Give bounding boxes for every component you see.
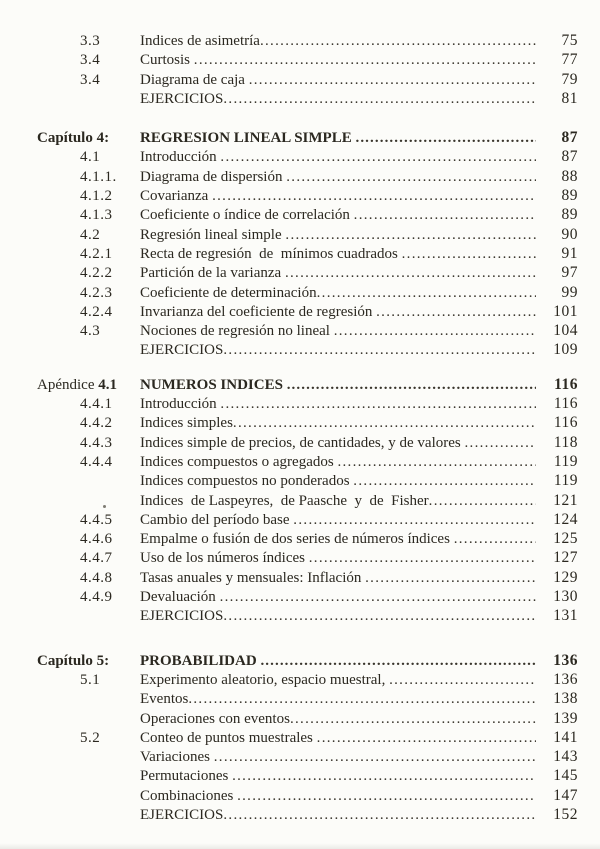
toc-heading-row — [0, 375, 600, 394]
dot-leader — [214, 748, 536, 767]
dot-leader — [285, 264, 536, 283]
toc-label-column — [0, 569, 140, 588]
toc-entry-row — [0, 529, 600, 548]
toc-label-column — [0, 395, 140, 414]
toc-entry-title: Experimento aleatorio, espacio muestral, — [140, 671, 390, 688]
toc-entry-title: Conteo de puntos muestrales — [140, 729, 317, 746]
section-number: 4.4.7 — [80, 550, 113, 567]
dot-leader — [317, 284, 536, 303]
dot-leader — [285, 226, 536, 245]
toc-entry-row — [0, 606, 600, 625]
toc-entry-row — [0, 568, 600, 587]
section-number: 5.1 — [80, 671, 101, 688]
toc-entry-title: Empalme o fusión de dos series de números índices — [140, 531, 454, 548]
toc-entry-row — [0, 587, 600, 606]
toc-entry-title: Combinaciones — [140, 787, 238, 804]
toc-entry-body — [140, 206, 536, 225]
page-number: 87 — [561, 129, 578, 147]
toc-entry-body — [140, 748, 536, 767]
toc-entry-row — [0, 89, 600, 108]
toc-entry-body — [140, 434, 536, 453]
toc-entry-row — [0, 491, 600, 510]
dot-leader — [376, 303, 536, 322]
toc-entry-title: Partición de la varianza — [140, 265, 285, 282]
dot-leader — [309, 549, 536, 568]
toc-entry-body — [140, 303, 536, 322]
chapter-label-number: Capítulo 4: — [37, 130, 110, 147]
toc-entry-body — [140, 376, 536, 395]
page-number: 147 — [553, 786, 578, 804]
toc-group — [0, 31, 600, 108]
toc-entry-row — [0, 471, 600, 490]
toc-entry-body — [140, 284, 536, 303]
section-number: 4.1.2 — [80, 188, 113, 205]
toc-entry-row — [0, 728, 600, 747]
toc-entry-row — [0, 394, 600, 413]
chapter-label-prefix: Apéndice — [37, 376, 99, 393]
toc-entry-title: Tasas anuales y mensuales: Inflación — [140, 569, 366, 586]
toc-entry-title: Indices compuestos no ponderados — [140, 473, 354, 490]
section-number: 4.4.9 — [80, 589, 113, 606]
toc-entry-title: Diagrama de caja — [140, 71, 249, 88]
toc-entry-body — [140, 395, 536, 414]
toc-entry-title: Uso de los números índices — [140, 550, 309, 567]
section-number: 4.4.1 — [80, 396, 113, 413]
section-number: 4.2.3 — [80, 284, 113, 301]
toc-entry-title: PROBABILIDAD — [140, 652, 261, 669]
section-number: 4.2.2 — [80, 265, 113, 282]
dot-leader — [454, 530, 536, 549]
toc-entry-row — [0, 50, 600, 69]
section-number: 4.2.1 — [80, 245, 113, 262]
toc-entry-body — [140, 569, 536, 588]
toc-label-column — [0, 414, 140, 433]
toc-entry-row — [0, 548, 600, 567]
toc-entry-body — [140, 588, 536, 607]
toc-entry-body — [140, 549, 536, 568]
toc-entry-title: Cambio del período base — [140, 511, 294, 528]
toc-label-column — [0, 671, 140, 690]
page-number: 109 — [553, 341, 578, 359]
toc-entry-body — [140, 51, 536, 70]
section-number: 3.3 — [80, 33, 101, 49]
toc-entry-title: Curtosis — [140, 52, 194, 69]
toc-entry-body — [140, 767, 536, 786]
dot-leader — [402, 245, 536, 264]
toc-entry-body — [140, 472, 536, 491]
toc-entry-title: Variaciones — [140, 749, 214, 766]
toc-label-column — [0, 511, 140, 530]
dot-leader — [233, 414, 536, 433]
toc-label-column — [0, 148, 140, 167]
toc-entry-body — [140, 511, 536, 530]
toc-label-column — [0, 129, 140, 148]
toc-entry-title: NUMEROS INDICES — [140, 376, 287, 393]
page-number: 143 — [553, 748, 578, 766]
toc-entry-body — [140, 32, 536, 51]
toc-label-column — [0, 168, 140, 187]
page-number: 88 — [561, 167, 578, 185]
toc-entry-row — [0, 670, 600, 689]
dot-leader — [337, 453, 536, 472]
page-number: 116 — [553, 414, 578, 432]
toc-entry-row — [0, 510, 600, 529]
section-number: 3.4 — [80, 52, 101, 69]
dot-leader — [354, 206, 536, 225]
dot-leader — [353, 472, 536, 491]
toc-entry-row — [0, 766, 600, 785]
dot-leader — [223, 341, 536, 360]
toc-label-column — [0, 284, 140, 303]
page-number: 91 — [561, 244, 578, 262]
dot-leader — [389, 671, 536, 690]
toc-label-column — [0, 376, 140, 395]
dot-leader — [220, 395, 536, 414]
section-number: 4.2.4 — [80, 303, 113, 320]
toc-entry-body — [140, 148, 536, 167]
toc-entry-title: Regresión lineal simple — [140, 226, 286, 243]
toc-entry-body — [140, 187, 536, 206]
toc-entry-row — [0, 225, 600, 244]
toc-entry-row — [0, 433, 600, 452]
page-number: 136 — [553, 670, 578, 688]
toc-label-column — [0, 322, 140, 341]
toc-entry-body — [140, 690, 536, 709]
toc-entry-row — [0, 205, 600, 224]
page-number: 124 — [553, 510, 578, 528]
toc-entry-row — [0, 283, 600, 302]
toc-label-column — [0, 652, 140, 671]
section-number: 4.4.8 — [80, 569, 113, 586]
dot-leader — [223, 607, 536, 626]
toc-entry-body — [140, 530, 536, 549]
page-number: 104 — [553, 322, 578, 340]
section-number: 4.4.5 — [80, 511, 113, 528]
section-number: 4.1.1. — [80, 168, 117, 185]
toc-entry-title: Devaluación — [140, 589, 220, 606]
toc — [0, 31, 600, 844]
toc-entry-body — [140, 414, 536, 433]
dot-leader — [286, 168, 536, 187]
toc-label-column — [0, 588, 140, 607]
toc-group — [0, 375, 600, 626]
page-number: 116 — [553, 395, 578, 413]
page-number: 77 — [561, 51, 578, 69]
page-number: 97 — [561, 264, 578, 282]
toc-entry-body — [140, 492, 536, 511]
dot-leader — [334, 322, 536, 341]
toc-entry-row — [0, 244, 600, 263]
toc-entry-row — [0, 321, 600, 340]
toc-entry-body — [140, 226, 536, 245]
toc-entry-title: Indices de Laspeyres, de Paasche y de Fisher — [140, 492, 429, 509]
toc-label-column — [0, 729, 140, 748]
toc-entry-row — [0, 302, 600, 321]
toc-label-column — [0, 226, 140, 245]
dot-leader — [260, 652, 536, 671]
dot-leader — [355, 129, 536, 148]
dot-leader — [237, 787, 536, 806]
toc-entry-row — [0, 186, 600, 205]
toc-label-column — [0, 71, 140, 90]
toc-label-column — [0, 303, 140, 322]
toc-label-column — [0, 32, 140, 51]
toc-entry-title: Operaciones con eventos — [140, 710, 290, 727]
dot-leader — [464, 434, 536, 453]
toc-entry-body — [140, 168, 536, 187]
toc-entry-title: Indices compuestos o agregados — [140, 453, 338, 470]
dot-leader — [232, 767, 536, 786]
toc-entry-title: EJERCICIOS — [140, 342, 224, 359]
dot-leader — [287, 376, 536, 395]
toc-entry-row — [0, 786, 600, 805]
toc-label-column — [0, 206, 140, 225]
page-number: 99 — [561, 283, 578, 301]
dot-leader — [365, 569, 536, 588]
chapter-label — [0, 376, 117, 395]
toc-entry-title: REGRESION LINEAL SIMPLE — [140, 130, 356, 147]
chapter-label-number: 4.1 — [98, 376, 117, 393]
page-number: 152 — [553, 805, 578, 823]
toc-label-column — [0, 51, 140, 70]
toc-entry-body — [140, 607, 536, 626]
page-number: 139 — [553, 709, 578, 727]
toc-entry-title: Indices simple de precios, de cantidades, y de valores — [140, 434, 465, 451]
toc-label-column — [0, 549, 140, 568]
page-number: 129 — [553, 568, 578, 586]
toc-entry-body — [140, 90, 536, 109]
toc-entry-body — [140, 245, 536, 264]
toc-label-column — [0, 530, 140, 549]
toc-entry-row — [0, 70, 600, 89]
toc-label-column — [0, 187, 140, 206]
page-number: 89 — [561, 206, 578, 224]
toc-label-column — [0, 434, 140, 453]
toc-entry-title: Coeficiente de determinación — [140, 284, 317, 301]
toc-entry-row — [0, 147, 600, 166]
toc-entry-row — [0, 689, 600, 708]
toc-entry-title: Diagrama de dispersión — [140, 168, 287, 185]
page-number: 138 — [553, 690, 578, 708]
chapter-label — [0, 652, 109, 671]
toc-entry-body — [140, 710, 536, 729]
section-number: 3.4 — [80, 71, 101, 88]
section-number: 4.1 — [80, 149, 101, 166]
chapter-label — [0, 129, 109, 148]
toc-entry-row — [0, 747, 600, 766]
toc-entry-body — [140, 322, 536, 341]
toc-heading-row — [0, 651, 600, 670]
toc-entry-body — [140, 806, 536, 825]
section-number: 5.2 — [80, 729, 101, 746]
chapter-label-number: Capítulo 5: — [37, 652, 110, 669]
toc-entry-title: Coeficiente o índice de correlación — [140, 207, 354, 224]
section-number: 4.4.6 — [80, 531, 113, 548]
page-number: 127 — [553, 549, 578, 567]
toc-entry-row — [0, 413, 600, 432]
section-number: 4.4.3 — [80, 434, 113, 451]
toc-entry-row — [0, 709, 600, 728]
dot-leader — [290, 710, 536, 729]
page-number: 75 — [561, 32, 578, 49]
toc-entry-title: Nociones de regresión no lineal — [140, 323, 334, 340]
page-number: 101 — [553, 302, 578, 320]
toc-entry-title: Recta de regresión de mínimos cuadrados — [140, 245, 402, 262]
page-number: 119 — [553, 472, 578, 490]
scan-speck — [103, 505, 106, 508]
page-number: 118 — [553, 433, 578, 451]
dot-leader — [249, 71, 536, 90]
toc-entry-title: Indices simples — [140, 415, 233, 432]
section-number: 4.2 — [80, 226, 101, 243]
toc-entry-row — [0, 167, 600, 186]
toc-entry-title: Indices de asimetría — [140, 33, 260, 49]
dot-leader — [194, 51, 536, 70]
dot-leader — [223, 806, 536, 825]
page-number: 130 — [553, 588, 578, 606]
toc-entry-title: Introducción — [140, 149, 221, 166]
page-number: 79 — [561, 70, 578, 88]
toc-entry-row — [0, 340, 600, 359]
dot-leader — [220, 148, 536, 167]
toc-entry-title: EJERCICIOS — [140, 608, 224, 625]
toc-entry-title: Invarianza del coeficiente de regresión — [140, 303, 377, 320]
toc-entry-body — [140, 671, 536, 690]
toc-entry-body — [140, 453, 536, 472]
page-number: 89 — [561, 187, 578, 205]
toc-label-column — [0, 453, 140, 472]
dot-leader — [188, 690, 536, 709]
toc-entry-body — [140, 341, 536, 360]
page-number: 145 — [553, 767, 578, 785]
dot-leader — [317, 729, 536, 748]
page-number: 90 — [561, 225, 578, 243]
toc-entry-body — [140, 71, 536, 90]
dot-leader — [260, 32, 536, 51]
page-number: 81 — [561, 89, 578, 107]
toc-label-column — [0, 245, 140, 264]
toc-heading-row — [0, 128, 600, 147]
toc-group — [0, 651, 600, 825]
dot-leader — [220, 588, 536, 607]
toc-entry-body — [140, 264, 536, 283]
dot-leader — [429, 492, 536, 511]
toc-entry-body — [140, 729, 536, 748]
page-number: 136 — [553, 651, 578, 669]
toc-entry-body — [140, 787, 536, 806]
dot-leader — [293, 511, 536, 530]
toc-entry-title: Covarianza — [140, 188, 213, 205]
toc-entry-body — [140, 652, 536, 671]
toc-entry-title: Introducción — [140, 396, 221, 413]
toc-group — [0, 128, 600, 360]
toc-entry-title: EJERCICIOS — [140, 90, 224, 107]
page-number: 121 — [553, 491, 578, 509]
toc-entry-body — [140, 129, 536, 148]
section-number: 4.3 — [80, 323, 101, 340]
section-number: 4.1.3 — [80, 207, 113, 224]
toc-entry-row — [0, 263, 600, 282]
page-number: 87 — [561, 148, 578, 166]
toc-entry-title: Permutaciones — [140, 768, 233, 785]
toc-entry-title: EJERCICIOS — [140, 806, 224, 823]
page-number: 131 — [553, 607, 578, 625]
page-number: 125 — [553, 530, 578, 548]
toc-label-column — [0, 264, 140, 283]
toc-entry-row — [0, 31, 600, 50]
page-number: 119 — [553, 452, 578, 470]
dot-leader — [212, 187, 536, 206]
page-number: 116 — [554, 375, 578, 393]
section-number: 4.4.2 — [80, 415, 113, 432]
toc-entry-row — [0, 805, 600, 824]
toc-entry-row — [0, 452, 600, 471]
page-number: 141 — [553, 728, 578, 746]
dot-leader — [223, 90, 536, 109]
section-number: 4.4.4 — [80, 453, 113, 470]
toc-entry-title: Eventos — [140, 691, 189, 708]
